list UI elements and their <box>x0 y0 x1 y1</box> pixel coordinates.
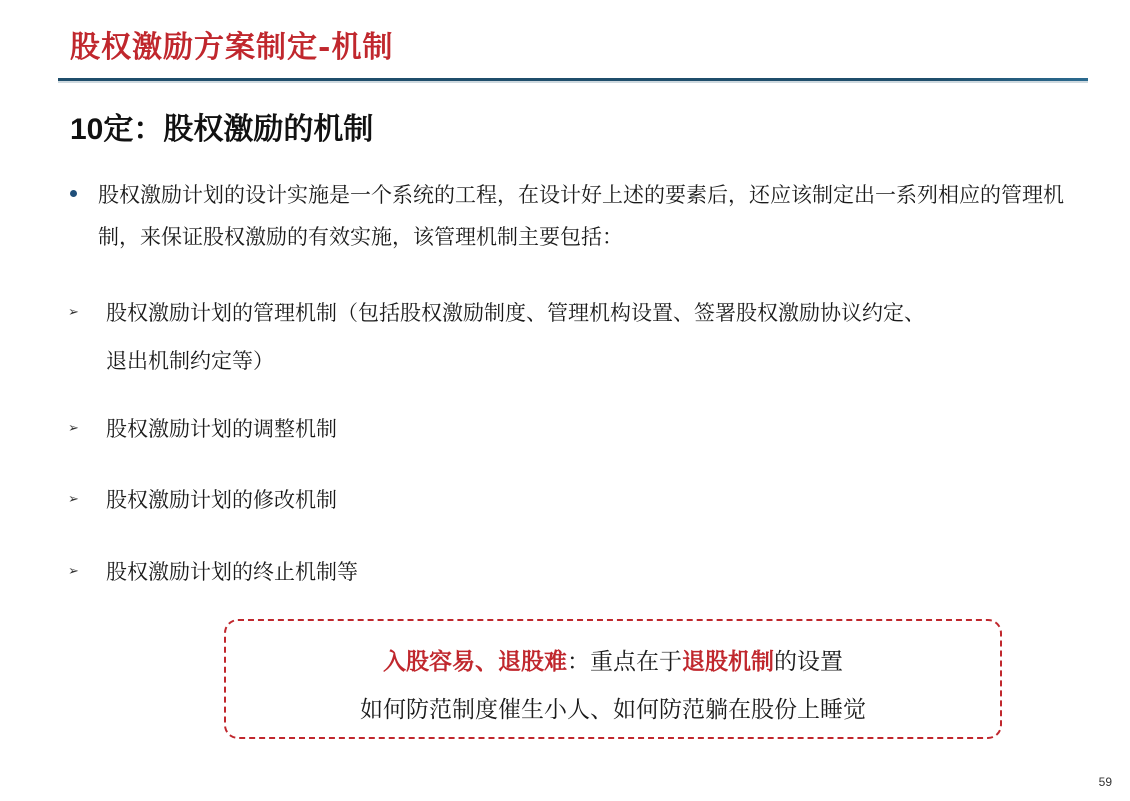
intro-paragraph <box>70 174 1070 258</box>
list-item-text: 股权激励计划的调整机制 <box>106 417 337 441</box>
callout-line-1 <box>226 643 1000 676</box>
list-item-text: 股权激励计划的终止机制等 <box>106 560 358 584</box>
callout-highlight: 入股容易、退股难 <box>383 649 567 675</box>
list-item-text: 股权激励计划的修改机制 <box>106 488 337 512</box>
callout-line-2: 如何防范制度催生小人、如何防范躺在股份上睡觉 <box>360 697 866 723</box>
section-heading-text: 定：股权激励的机制 <box>103 112 374 147</box>
arrow-bullet-icon: ➢ <box>68 492 79 507</box>
arrow-bullet-icon: ➢ <box>68 564 79 579</box>
list-item-text: 股权激励计划的管理机制（包括股权激励制度、管理机构设置、签署股权激励协议约定、 <box>106 301 925 325</box>
callout-connector: ：重点在于 <box>567 649 682 675</box>
section-number: 10 <box>70 113 104 146</box>
list-item-text: 退出机制约定等） <box>106 349 274 373</box>
page-number: 59 <box>1098 775 1112 789</box>
intro-text: 股权激励计划的设计实施是一个系统的工程，在设计好上述的要素后，还应该制定出一系列相应的管理机制，来保证股权激励的有效实施，该管理机制主要包括： <box>98 183 1064 249</box>
list-item-continuation <box>68 332 1078 390</box>
slide-title: 股权激励方案制定-机制 <box>70 30 394 65</box>
arrow-bullet-icon: ➢ <box>68 305 79 320</box>
list-item <box>68 400 1078 458</box>
list-item <box>68 543 1078 601</box>
callout-highlight: 退股机制 <box>682 649 774 675</box>
list-item <box>68 471 1078 529</box>
callout-suffix: 的设置 <box>774 649 843 675</box>
callout-box <box>224 619 1002 739</box>
bullet-dot-icon <box>70 190 77 197</box>
arrow-bullet-icon: ➢ <box>68 421 79 436</box>
title-divider-shadow <box>58 81 1088 83</box>
section-heading <box>70 104 373 148</box>
